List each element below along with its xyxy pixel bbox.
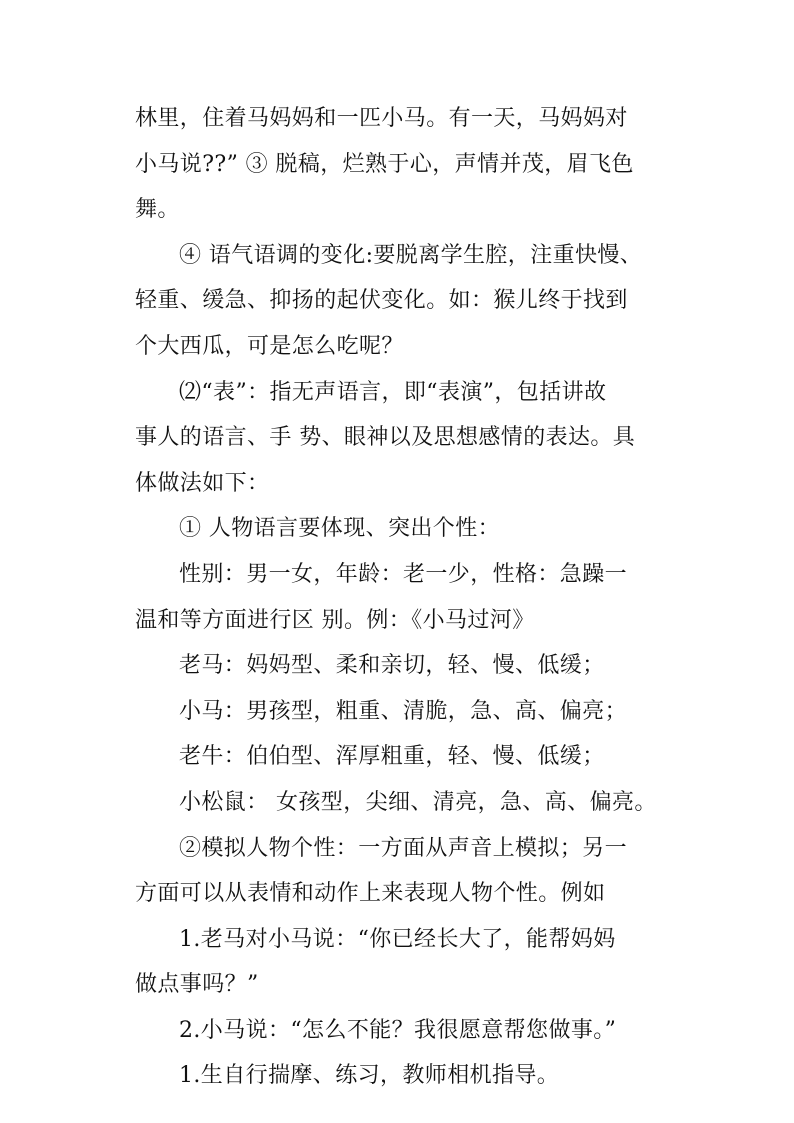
text-line-12: 温和等方面进行区 别。例：《小马过河》 [135, 607, 535, 633]
text-line-10: ① 人物语言要体现、突出个性： [179, 516, 500, 542]
text-line-22: 1.生自行揣摩、练习，教师相机指导。 [179, 1063, 560, 1089]
text-line-15: 老牛：伯伯型、浑厚粗重，轻、慢、低缓； [179, 744, 605, 770]
text-line-13: 老马：妈妈型、柔和亲切，轻、慢、低缓； [179, 653, 605, 679]
text-line-7: ⑵“表”：指无声语言，即“表演”，包括讲故 [179, 379, 607, 405]
text-line-5: 轻重、缓急、抑扬的起伏变化。如：猴儿终于找到 [135, 288, 628, 314]
text-line-21: 2.小马说：“怎么不能？我很愿意帮您做事。” [179, 1017, 617, 1043]
text-line-9: 体做法如下： [135, 470, 270, 496]
text-line-1: 林里，住着马妈妈和一匹小马。有一天，马妈妈对 [135, 106, 628, 131]
text-line-19: 1.老马对小马说：“你已经长大了，能帮妈妈 [179, 926, 616, 952]
text-line-3: 舞。 [135, 197, 180, 223]
text-line-2: 小马说??” ③ 脱稿，烂熟于心，声情并茂，眉飞色 [135, 151, 634, 177]
text-line-14: 小马：男孩型，粗重、清脆，急、高、偏亮； [179, 698, 628, 724]
text-line-6: 个大西瓜，可是怎么吃呢？ [135, 333, 404, 359]
document-body [135, 96, 675, 1099]
text-line-17: ②模拟人物个性：一方面从声音上模拟；另一 [179, 835, 628, 861]
text-line-18: 方面可以从表情和动作上来表现人物个性。例如 [135, 881, 606, 907]
text-line-8: 事人的语言、手 势、眼神以及思想感情的表达。具 [135, 425, 636, 451]
text-line-4: ④ 语气语调的变化:要脱离学生腔，注重快慢、 [179, 242, 643, 268]
text-line-16: 小松鼠： 女孩型，尖细、清亮，急、高、偏亮。 [179, 789, 657, 815]
text-line-20: 做点事吗？” [135, 972, 259, 998]
text-line-11: 性别：男一女，年龄：老一少，性格：急躁一 [179, 561, 628, 587]
